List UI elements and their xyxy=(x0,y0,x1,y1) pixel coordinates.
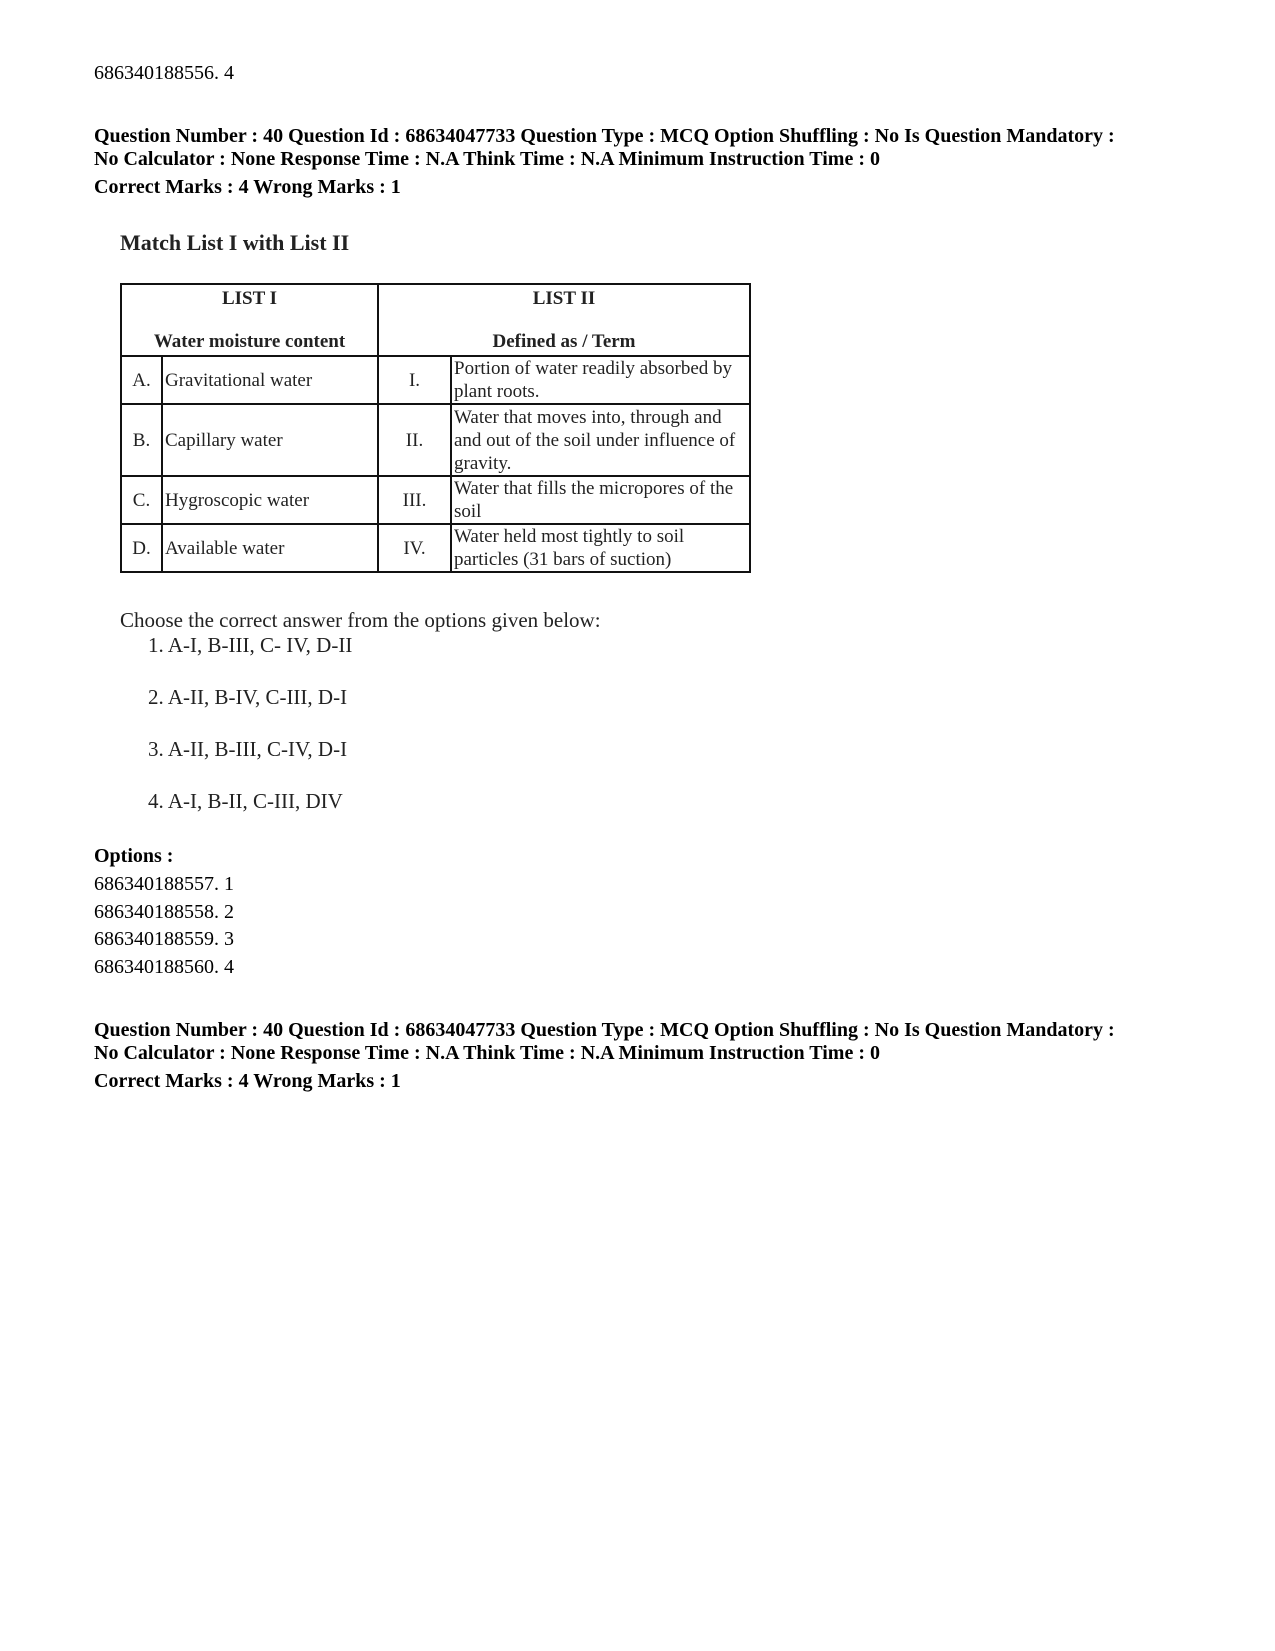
previous-option-line: 686340188556. 4 xyxy=(94,62,234,84)
list2-header-cell xyxy=(378,284,750,356)
table-row xyxy=(121,524,750,572)
question-title: Match List I with List II xyxy=(120,230,350,255)
options-label: Options : xyxy=(94,845,174,867)
question-header-line-2: No Calculator : None Response Time : N.A Think Time : N.A Minimum Instruction Time : 0 xyxy=(94,148,880,170)
row-roman: IV. xyxy=(378,524,451,572)
row-definition: Water that moves into, through and and out of the soil under influence of gravity. xyxy=(451,404,750,476)
row-roman: III. xyxy=(378,476,451,524)
answer-choice-3: 3. A-II, B-III, C-IV, D-I xyxy=(148,737,348,761)
question-image xyxy=(112,222,812,862)
answer-choice-2: 2. A-II, B-IV, C-III, D-I xyxy=(148,685,348,709)
list1-heading: LIST I xyxy=(221,288,278,309)
row-roman: I. xyxy=(378,356,451,404)
row-item: Gravitational water xyxy=(162,356,378,404)
question-marks-line: Correct Marks : 4 Wrong Marks : 1 xyxy=(94,176,401,198)
row-roman: II. xyxy=(378,404,451,476)
row-label: B. xyxy=(121,404,162,476)
list2-subheading: Defined as / Term xyxy=(492,331,636,352)
next-question-header-line-2: No Calculator : None Response Time : N.A Think Time : N.A Minimum Instruction Time : 0 xyxy=(94,1042,880,1064)
row-item: Capillary water xyxy=(162,404,378,476)
option-line: 686340188557. 1 xyxy=(94,873,234,895)
list1-subheading: Water moisture content xyxy=(153,331,346,352)
table-row xyxy=(121,404,750,476)
option-line: 686340188560. 4 xyxy=(94,956,234,978)
list1-header-cell xyxy=(121,284,378,356)
choose-instruction: Choose the correct answer from the options given below: xyxy=(120,608,601,632)
row-item: Hygroscopic water xyxy=(162,476,378,524)
match-table xyxy=(120,283,751,573)
row-definition: Water that fills the micropores of the soil xyxy=(451,476,750,524)
row-label: D. xyxy=(121,524,162,572)
answer-choice-4: 4. A-I, B-II, C-III, DIV xyxy=(148,789,343,813)
next-question-header-line-1: Question Number : 40 Question Id : 68634047733 Question Type : MCQ Option Shuffling : No Is Question Mandatory : xyxy=(94,1019,1115,1041)
option-line: 686340188559. 3 xyxy=(94,928,234,950)
row-label: C. xyxy=(121,476,162,524)
table-row xyxy=(121,476,750,524)
row-label: A. xyxy=(121,356,162,404)
row-item: Available water xyxy=(162,524,378,572)
answer-choice-1: 1. A-I, B-III, C- IV, D-II xyxy=(148,633,353,657)
table-row xyxy=(121,356,750,404)
row-definition: Water held most tightly to soil particles (31 bars of suction) xyxy=(451,524,750,572)
next-question-marks-line: Correct Marks : 4 Wrong Marks : 1 xyxy=(94,1070,401,1092)
list2-heading: LIST II xyxy=(532,288,596,309)
table-header-row xyxy=(121,284,750,356)
question-header-line-1: Question Number : 40 Question Id : 68634047733 Question Type : MCQ Option Shuffling : No Is Question Mandatory : xyxy=(94,125,1115,147)
option-line: 686340188558. 2 xyxy=(94,901,234,923)
row-definition: Portion of water readily absorbed by plant roots. xyxy=(451,356,750,404)
